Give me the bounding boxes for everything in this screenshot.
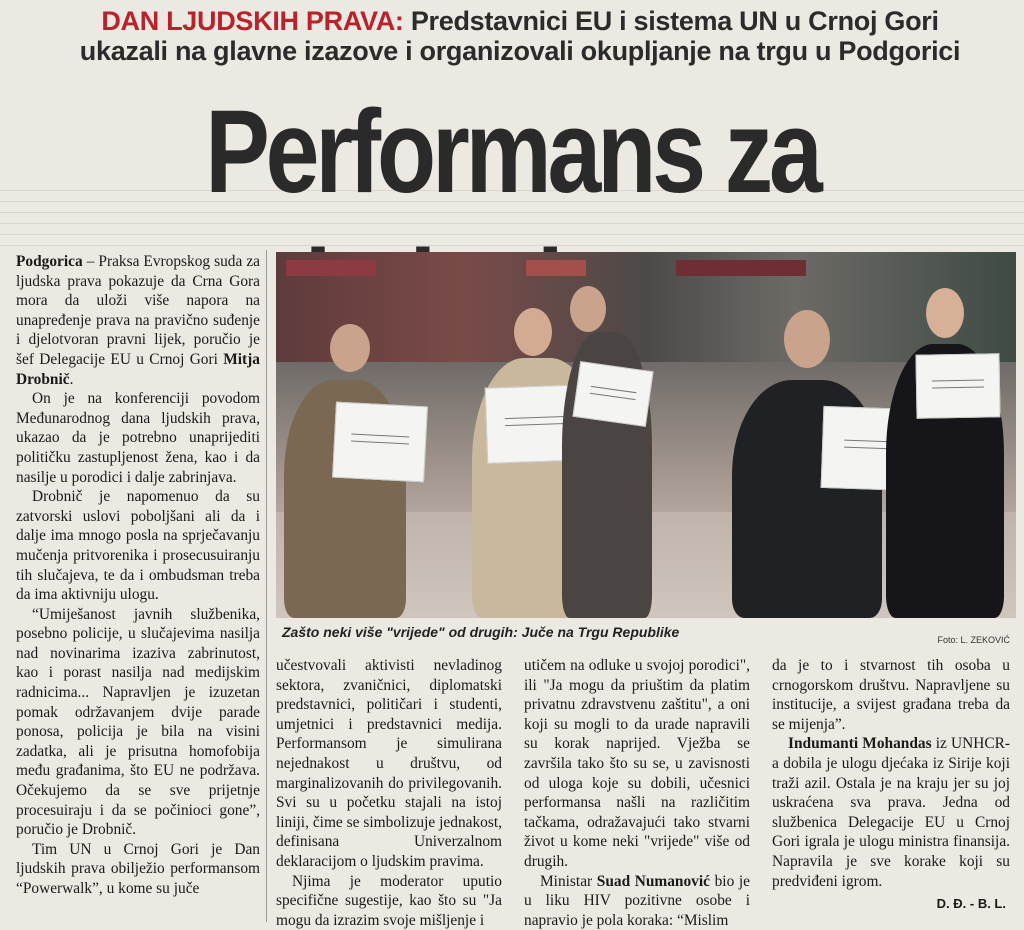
article-paragraph: Indumanti Mohandas iz UNHCR-a dobila je ulogu djećaka iz Sirije koji traži azil. Ostala je na kraju jer su joj uskraćena sva prava. Jedna od službenica Delegacije EU u Crnoj Gori igrala je ulogu ministra finansija. Napravila je sve korake koji su predviđeni igrom. [772,735,1010,890]
person-name: Mitja Drobnič [16,350,260,388]
photo-sign-card [332,402,428,483]
photo-person-head [570,286,606,332]
article-paragraph: Podgorica – Praksa Evropskog suda za ljudska prava pokazuje da Crna Gora mora da uloži više napora na unapređenje prava na pravično suđenje i djelotvoran pravni lijek, poručio je šef Delegacije EU u Crnoj Gori Mitja Drobnič. [16,253,260,388]
photo-shop-sign [526,260,586,276]
photo-person-head [330,324,370,372]
dateline: Podgorica [16,253,83,270]
photo-shop-sign [286,260,376,276]
kicker-line2: ukazali na glavne izazove i organizovali okupljanje na trgu u Podgorici [79,36,961,66]
photo-person-head [926,288,964,338]
article-paragraph: “Umiješanost javnih službenika, posebno policije, u slučajevima nasilja nad novinarima izaziva zabrinutost, kao i porast nasilja nad medijskim radnicima... Napravljen je izuzetan pomak održavanjem dvije parade ponosa, policija je bila na visini zadatka, ali je prisutna homofobija među građanima, što EU ne podržava. Očekujemo da se sve prijetnje procesuiraju i da se počinioci gone”, poručio je Drobnič. [16,605,260,839]
person-name: Indumanti Mohandas [788,735,932,753]
person-name: Suad Numanović [596,872,710,890]
article-paragraph: utičem na odluke u svojoj porodici", ili "Ja mogu da priuštim da platim privatnu zdravstvenu zaštitu", a oni koji su mogli to da urade napravili su korak naprijed. Vježba se završila tako što su se, u zavisnosti od uloga koje su dobili, učesnici performansa našli na različitim tačkama, odražavajući tako stvarni život u kome neki "vrijede" više od drugih. [524,657,750,870]
photo-sign-card [915,353,1000,418]
photo-sign-card [572,361,653,427]
article-paragraph: Ministar Suad Numanović bio je u liku HIV pozitivne osobe i napravio je pola koraka: “Mislim [524,872,750,929]
column-divider [266,250,267,922]
article-paragraph: Drobnič je napomenuo da su zatvorski uslovi poboljšani ali da i dalje ima mnogo posla na sprječavanju mučenja pritvorenika i prosecusuiranju tih slučajeva, te da i ombudsman treba da ima aktivniju ulogu. [16,488,260,604]
article-paragraph: da je to i stvarnost tih osoba u crnogorskom društvu. Napravljene su institucije, a svijest građana treba da se mijenja”. [772,657,1010,733]
kicker-tag: DAN LJUDSKIH PRAVA: [101,6,404,36]
photo-person-head [784,310,830,368]
photo-buildings [276,252,1016,362]
photo-person-head [514,308,552,356]
headline: Performans za [205,86,819,218]
author-signature: D. Đ. - B. L. [936,896,1006,911]
kicker [40,6,1000,66]
article-paragraph: Tim UN u Crnoj Gori je Dan ljudskih prava obilježio performansom “Powerwalk”, u kome su juče [16,840,260,897]
news-photo [276,252,1016,618]
article-column-3 [524,656,750,930]
photo-shop-sign [676,260,806,276]
photo-caption: Zašto neki više "vrijede" od drugih: Juče na Trgu Republike [282,624,680,640]
article-column-2 [276,656,502,930]
article-paragraph: On je na konferenciji povodom Međunarodnog dana ljudskih prava, ukazao da je potrebno unaprijediti političku zastupljenost žena, kao i da nasilje u porodici i dalje zabrinjava. [16,390,260,486]
kicker-line1: Predstavnici EU i sistema UN u Crnoj Gori [403,6,939,36]
article-paragraph: učestvovali aktivisti nevladinog sektora, zvaničnici, diplomatski predstavnici, političari i studenti, umjetnici i predstavnici medija. Performansom je simulirana nejednakost u društvu, od marginalizovanih do privilegovanih. Svi su u početku stajali na istoj liniji, čime se simbolizuje jednakost, definisana Univerzalnom deklaracijom o ljudskim pravima. [276,657,502,870]
article-column-1 [16,252,260,899]
article-paragraph: Njima je moderator uputio specifične sugestije, kao što su "Ja mogu da izrazim svoje mišljenje i [276,872,502,929]
photo-credit: Foto: L. ZEKOVIĆ [937,635,1010,645]
article-column-4 [772,656,1010,891]
